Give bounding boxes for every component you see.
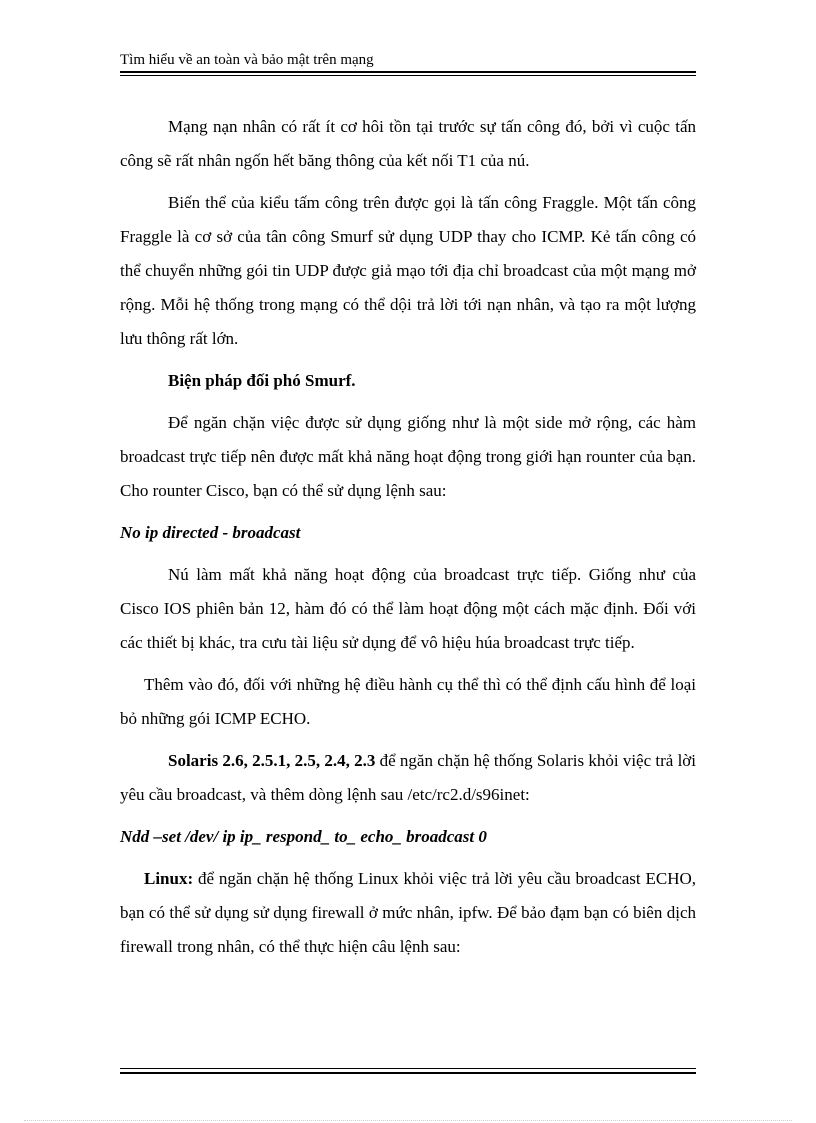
paragraph-4: Nú làm mất khả năng hoạt động của broadcast trực tiếp. Giống như của Cisco IOS phiên bản 12, hàm đó có thể làm hoạt động một cách mặc định. Đối với các thiết bị khác, tra cưu tài liệu sử dụng để vô hiệu húa broadcast trực tiếp. bbox=[120, 565, 696, 652]
header-rule-thin bbox=[120, 75, 696, 76]
header-title: Tìm hiểu về an toàn và bảo mật trên mạng bbox=[120, 52, 374, 68]
paragraph-5: Thêm vào đó, đối với những hệ điều hành cụ thể thì có thể định cấu hình để loại bỏ những gói ICMP ECHO. bbox=[120, 675, 696, 728]
paragraph-7-text: để ngăn chặn hệ thống Linux khỏi việc trả lời yêu cầu broadcast ECHO, bạn có thể sử dụng sử dụng firewall ở mức nhân, ipfw. Để bảo đạm bạn có biên dịch firewall trong nhân, có thể thực hiện câu lệnh sau: bbox=[120, 869, 696, 956]
paragraph-6 bbox=[120, 744, 696, 812]
footer-rule-thin bbox=[120, 1068, 696, 1069]
solaris-versions: Solaris 2.6, 2.5.1, 2.5, 2.4, 2.3 bbox=[168, 751, 376, 770]
paragraph-6-text: để ngăn chặn hệ thống Solaris khỏi việc trả lời yêu cầu broadcast, và thêm dòng lệnh sau /etc/rc2.d/s96inet: bbox=[120, 751, 697, 804]
command-line-2: Ndd –set /dev/ ip ip_ respond_ to_ echo_ broadcast 0 bbox=[120, 827, 487, 846]
paragraph-2: Biến thể của kiểu tấm công trên được gọi là tấn công Fraggle. Một tấn công Fraggle là cơ sở của tân công Smurf sử dụng UDP thay cho ICMP. Kẻ tấn công có thể chuyển những gói tin UDP được giả mạo tới địa chỉ broadcast của một mạng mở rộng. Mỗi hệ thống trong mạng có thể dội trả lời tới nạn nhân, và tạo ra một lượng lưu thông rất lớn. bbox=[120, 193, 696, 348]
paragraph-3: Để ngăn chặn việc được sử dụng giống như là một side mở rộng, các hàm broadcast trực tiếp nên được mất khả năng hoạt động trong giới hạn rounter của bạn. Cho rounter Cisco, bạn có thể sử dụng lệnh sau: bbox=[120, 413, 696, 500]
header-rule-thick bbox=[120, 71, 696, 73]
body-text bbox=[120, 110, 696, 964]
footer-rule-thick bbox=[120, 1072, 696, 1074]
command-line-1: No ip directed - broadcast bbox=[120, 523, 301, 542]
section-heading: Biện pháp đối phó Smurf. bbox=[168, 371, 356, 390]
page-bottom-border bbox=[24, 1120, 792, 1121]
paragraph-7 bbox=[120, 862, 696, 964]
linux-label: Linux: bbox=[144, 869, 194, 888]
paragraph-1: Mạng nạn nhân có rất ít cơ hôi tồn tại trước sự tấn công đó, bởi vì cuộc tấn công sẽ rất nhân ngốn hết băng thông của kết nối T1 của nú. bbox=[120, 117, 696, 170]
